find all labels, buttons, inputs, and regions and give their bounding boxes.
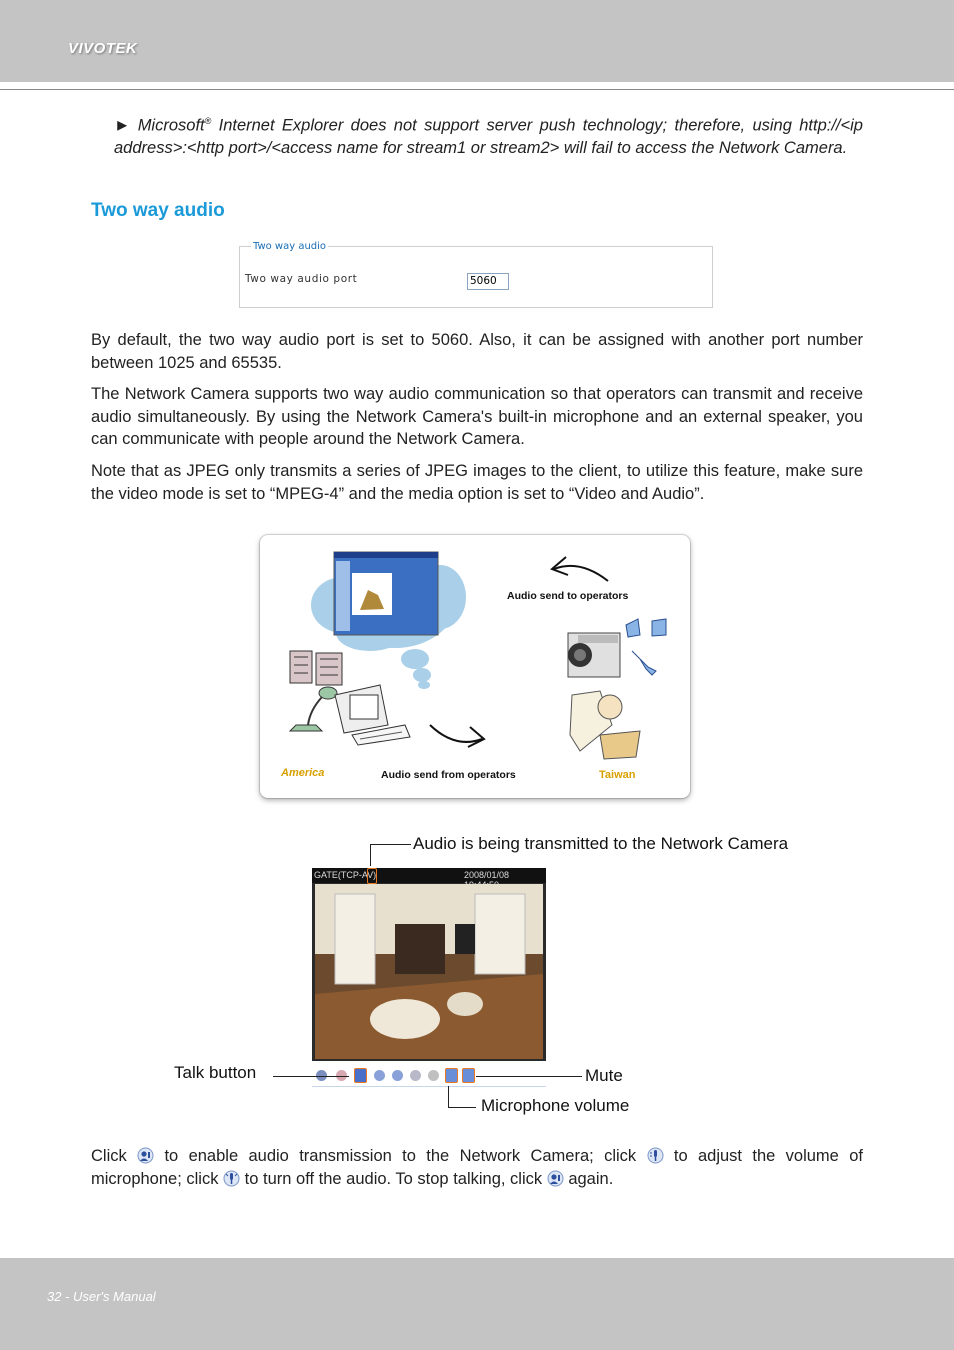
audio-indicator-highlight [367, 868, 377, 884]
microphone-icon [290, 687, 337, 731]
living-room-video-frame [315, 884, 543, 1059]
callout-audio-transmitted: Audio is being transmitted to the Network Camera [413, 834, 789, 853]
callout-line-top-v [370, 844, 371, 866]
page-number: 32 - User's Manual [47, 1289, 156, 1304]
note-text: Internet Explorer does not support server push technology; therefore, using http://<ip address>:<http port>/<access name for stream1 or stream2> will fail to access the Network Camera. [114, 116, 863, 157]
video-viewer [312, 868, 546, 1061]
mute-icon[interactable] [462, 1068, 475, 1083]
instr-part-5: again. [568, 1169, 614, 1188]
brand-logo: VIVOTEK [68, 40, 138, 57]
viewer-timestamp: 2008/01/08 [464, 870, 510, 880]
computer-icon [335, 685, 410, 745]
header-rule [0, 89, 954, 90]
instr-part-2: to enable audio transmission to the Network Camera; click [164, 1147, 647, 1165]
mute-inline-icon [223, 1170, 240, 1187]
ie-note [114, 110, 863, 160]
instr-part-3: to adjust the volume of microphone; click [91, 1147, 863, 1188]
microphone-volume-inline-icon [647, 1147, 664, 1164]
note-bullet: ► [114, 116, 131, 135]
paragraph-jpeg-note: Note that as JPEG only transmits a series of JPEG images to the client, to utilize this feature, make sure the video mode is set to “MPEG-4” and the media option is set to “Video and Audio”. [91, 462, 863, 503]
callout-line-mic-v [448, 1086, 449, 1107]
fullscreen-icon[interactable] [428, 1070, 439, 1081]
port-label: Two way audio port [245, 273, 358, 285]
place-taiwan: Taiwan [599, 769, 636, 781]
arrow-to-operators [552, 557, 608, 581]
diagram-illustration [260, 535, 690, 798]
viewer-status-left: GATE(TCP-AV) [314, 870, 377, 880]
arrow-from-operators [430, 725, 484, 747]
talk-icon-again [547, 1170, 564, 1187]
pause-icon[interactable] [374, 1070, 385, 1081]
stop-icon[interactable] [392, 1070, 403, 1081]
paragraph-instructions [91, 1145, 863, 1190]
operator-character-icon [570, 691, 640, 759]
label-audio-from-operators: Audio send from operators [381, 769, 516, 781]
talk-icon [137, 1147, 154, 1164]
callout-line-talk [273, 1076, 349, 1077]
volume-icon[interactable] [410, 1070, 421, 1081]
settings-legend: Two way audio [253, 241, 327, 252]
callout-line-mute [476, 1076, 582, 1077]
paragraph-default-port: By default, the two way audio port is set to 5060. Also, it can be assigned with another port number between 1025 and 65535. [91, 331, 863, 372]
note-brand: Microsoft [137, 116, 205, 135]
page-footer [0, 1258, 954, 1350]
microphone-volume-icon[interactable] [445, 1068, 458, 1083]
callout-microphone-volume: Microphone volume [481, 1096, 630, 1115]
page-header [0, 0, 954, 82]
label-audio-to-operators: Audio send to operators [507, 590, 629, 602]
instr-part-1: Click [91, 1147, 127, 1165]
two-way-audio-diagram [260, 535, 690, 798]
instr-part-4: to turn off the audio. To stop talking, click [244, 1169, 547, 1188]
browser-screenshot-icon [334, 552, 438, 635]
network-camera-icon [568, 633, 620, 677]
paragraph-communication: The Network Camera supports two way audio communication so that operators can transmit and receive audio simultaneously. By using the Network Camera's built-in microphone and an external speaker, you can communicate with people around the Network Camera. [91, 385, 863, 448]
section-title: Two way audio [91, 200, 225, 221]
callout-line-top-h [370, 844, 411, 845]
note-reg: ® [204, 116, 212, 126]
callout-talk-button: Talk button [174, 1063, 257, 1082]
port-input[interactable]: 5060 [467, 273, 509, 290]
talk-button-icon[interactable] [354, 1068, 367, 1083]
camera-speaker-icons [626, 619, 666, 675]
speakers-icon [290, 651, 342, 685]
place-america: America [281, 767, 325, 779]
callout-mute: Mute [585, 1066, 623, 1085]
callout-line-mic-h [448, 1107, 476, 1108]
